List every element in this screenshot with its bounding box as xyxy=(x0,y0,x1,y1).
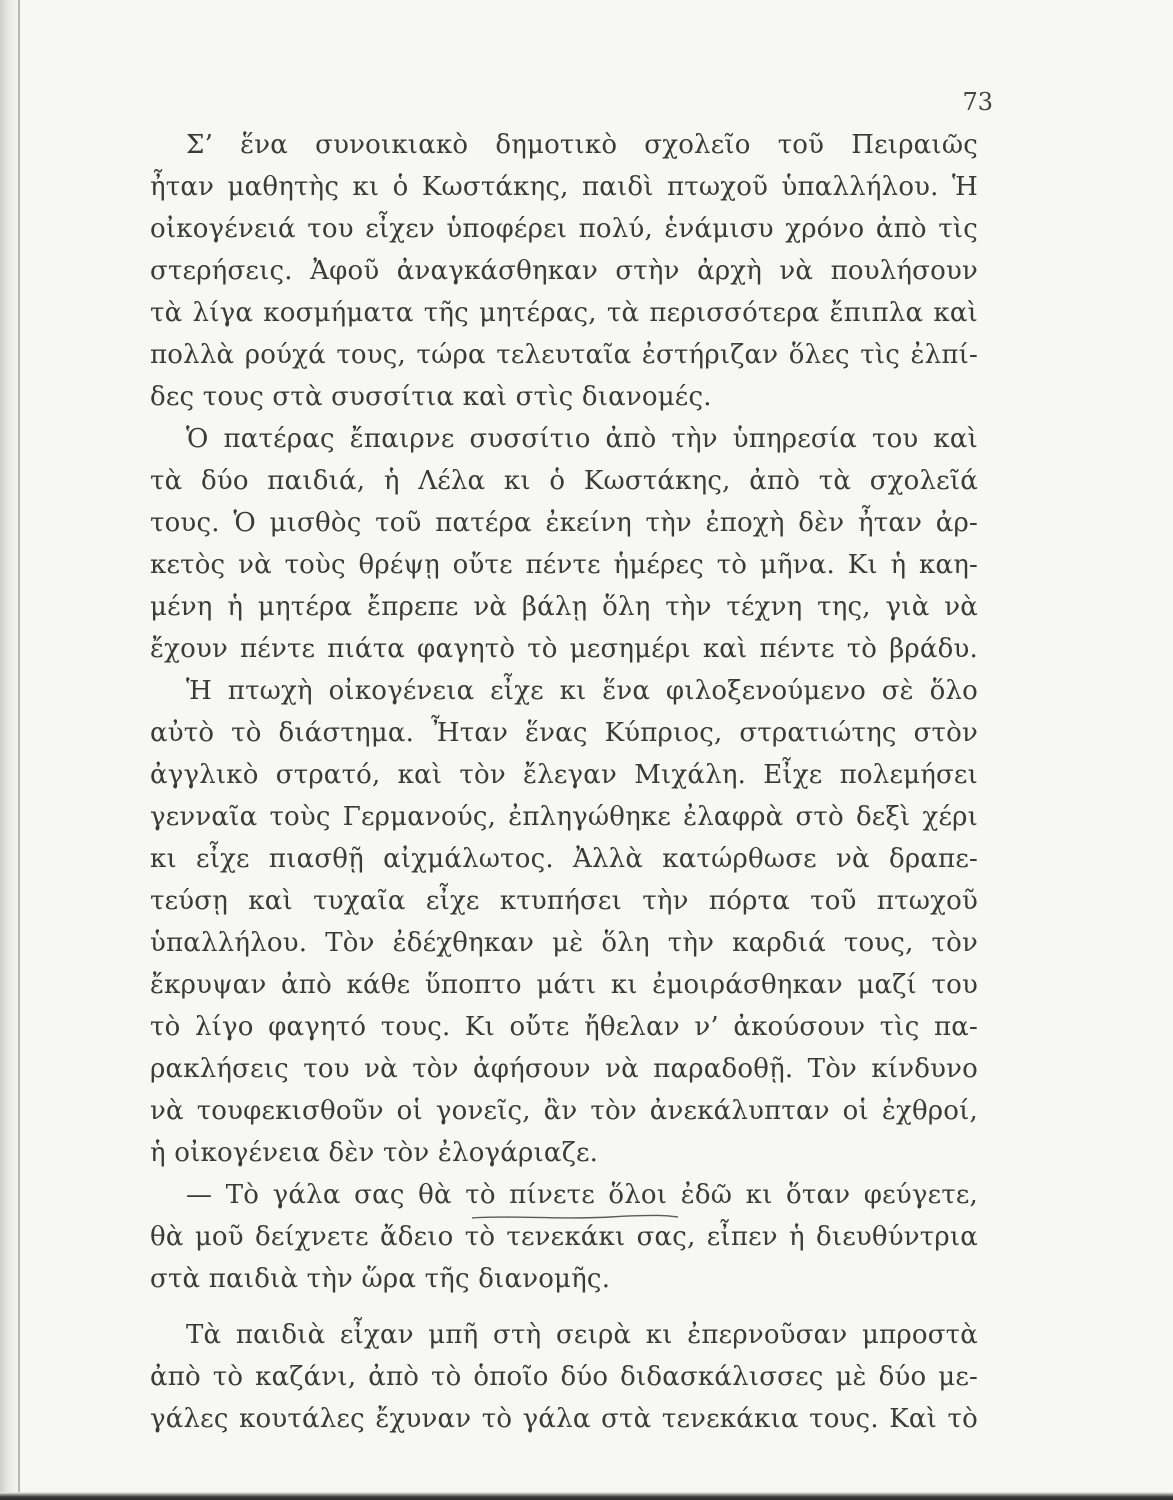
text-line: τους. Ὁ μισθὸς τοῦ πατέρα ἐκείνη τὴν ἐποχὴ δὲν ἦταν ἀρ- xyxy=(150,508,978,538)
text-line: — Τὸ γάλα σας θὰ τὸ πίνετε ὅλοι ἐδῶ κι ὅταν φεύγετε, xyxy=(186,1180,978,1210)
body-text xyxy=(150,124,978,1440)
text-line: κετὸς νὰ τοὺς θρέψῃ οὔτε πέντε ἡμέρες τὸ μῆνα. Κι ἡ καη- xyxy=(150,550,978,580)
page-bottom-edge xyxy=(0,1492,1173,1500)
text-line: ἔχουν πέντε πιάτα φαγητὸ τὸ μεσημέρι καὶ πέντε τὸ βράδυ. xyxy=(150,634,978,664)
text-line: ὑπαλλήλου. Τὸν ἐδέχθηκαν μὲ ὅλη τὴν καρδιά τους, τὸν xyxy=(150,928,978,958)
text-line: Σ’ ἕνα συνοικιακὸ δημοτικὸ σχολεῖο τοῦ Πειραιῶς xyxy=(186,130,978,160)
text-line: γενναῖα τοὺς Γερμανούς, ἐπληγώθηκε ἐλαφρὰ στὸ δεξὶ χέρι xyxy=(150,802,978,832)
text-line: Τὰ παιδιὰ εἶχαν μπῆ στὴ σειρὰ κι ἐπερνοῦσαν μπροστὰ xyxy=(186,1320,978,1350)
text-line: στερήσεις. Ἀφοῦ ἀναγκάσθηκαν στὴν ἀρχὴ νὰ πουλήσουν xyxy=(150,256,978,286)
text-line: ἔκρυψαν ἀπὸ κάθε ὕποπτο μάτι κι ἐμοιράσθηκαν μαζί του xyxy=(150,970,978,1000)
text-line: ἡ οἰκογένεια δὲν τὸν ἐλογάριαζε. xyxy=(150,1138,599,1168)
text-line: Ὁ πατέρας ἔπαιρνε συσσίτιο ἀπὸ τὴν ὑπηρεσία του καὶ xyxy=(186,424,978,454)
text-line: ἀπὸ τὸ καζάνι, ἀπὸ τὸ ὁποῖο δύο διδασκάλισσες μὲ δύο με- xyxy=(150,1362,978,1392)
text-line: τεύσῃ καὶ τυχαῖα εἶχε κτυπήσει τὴν πόρτα τοῦ πτωχοῦ xyxy=(150,886,978,916)
text-line: γάλες κουτάλες ἔχυναν τὸ γάλα στὰ τενεκάκια τους. Καὶ τὸ xyxy=(150,1404,978,1434)
text-line: μένη ἡ μητέρα ἔπρεπε νὰ βάλῃ ὅλη τὴν τέχνη της, γιὰ νὰ xyxy=(150,592,978,622)
text-line: νὰ τουφεκισθοῦν οἱ γονεῖς, ἂν τὸν ἀνεκάλυπταν οἱ ἐχθροί, xyxy=(150,1096,978,1126)
text-line: δες τους στὰ συσσίτια καὶ στὶς διανομές. xyxy=(150,382,712,412)
page-binding-shadow xyxy=(0,0,20,1500)
text-line: αὐτὸ τὸ διάστημα. Ἦταν ἕνας Κύπριος, στρατιώτης στὸν xyxy=(150,718,978,748)
text-line: ἦταν μαθητὴς κι ὁ Κωστάκης, παιδὶ πτωχοῦ ὑπαλλήλου. Ἡ xyxy=(150,172,978,202)
text-line: τὰ λίγα κοσμήματα τῆς μητέρας, τὰ περισσότερα ἔπιπλα καὶ xyxy=(150,298,978,328)
text-line: ἀγγλικὸ στρατό, καὶ τὸν ἔλεγαν Μιχάλη. Εἶχε πολεμήσει xyxy=(150,760,978,790)
text-line: τὰ δύο παιδιά, ἡ Λέλα κι ὁ Κωστάκης, ἀπὸ τὰ σχολεῖά xyxy=(150,466,978,496)
text-line: κι εἶχε πιασθῇ αἰχμάλωτος. Ἀλλὰ κατώρθωσε νὰ δραπε- xyxy=(150,844,978,874)
page-edge-line xyxy=(18,0,20,1500)
text-line: στὰ παιδιὰ τὴν ὥρα τῆς διανομῆς. xyxy=(150,1264,611,1294)
text-line: οἰκογένειά του εἶχεν ὑποφέρει πολύ, ἑνάμισυ χρόνο ἀπὸ τὶς xyxy=(150,214,978,244)
text-line: Ἡ πτωχὴ οἰκογένεια εἶχε κι ἕνα φιλοξενούμενο σὲ ὅλο xyxy=(186,676,978,706)
text-line: ρακλήσεις του νὰ τὸν ἀφήσουν νὰ παραδοθῇ. Τὸν κίνδυνο xyxy=(150,1054,978,1084)
page-number: 73 xyxy=(962,88,993,116)
text-line: πολλὰ ρούχά τους, τώρα τελευταῖα ἐστήριζαν ὅλες τὶς ἐλπί- xyxy=(150,340,978,370)
text-line: τὸ λίγο φαγητό τους. Κι οὔτε ἤθελαν ν’ ἀκούσουν τὶς πα- xyxy=(150,1012,978,1042)
text-line: θὰ μοῦ δείχνετε ἄδειο τὸ τενεκάκι σας, εἶπεν ἡ διευθύντρια xyxy=(150,1222,978,1252)
